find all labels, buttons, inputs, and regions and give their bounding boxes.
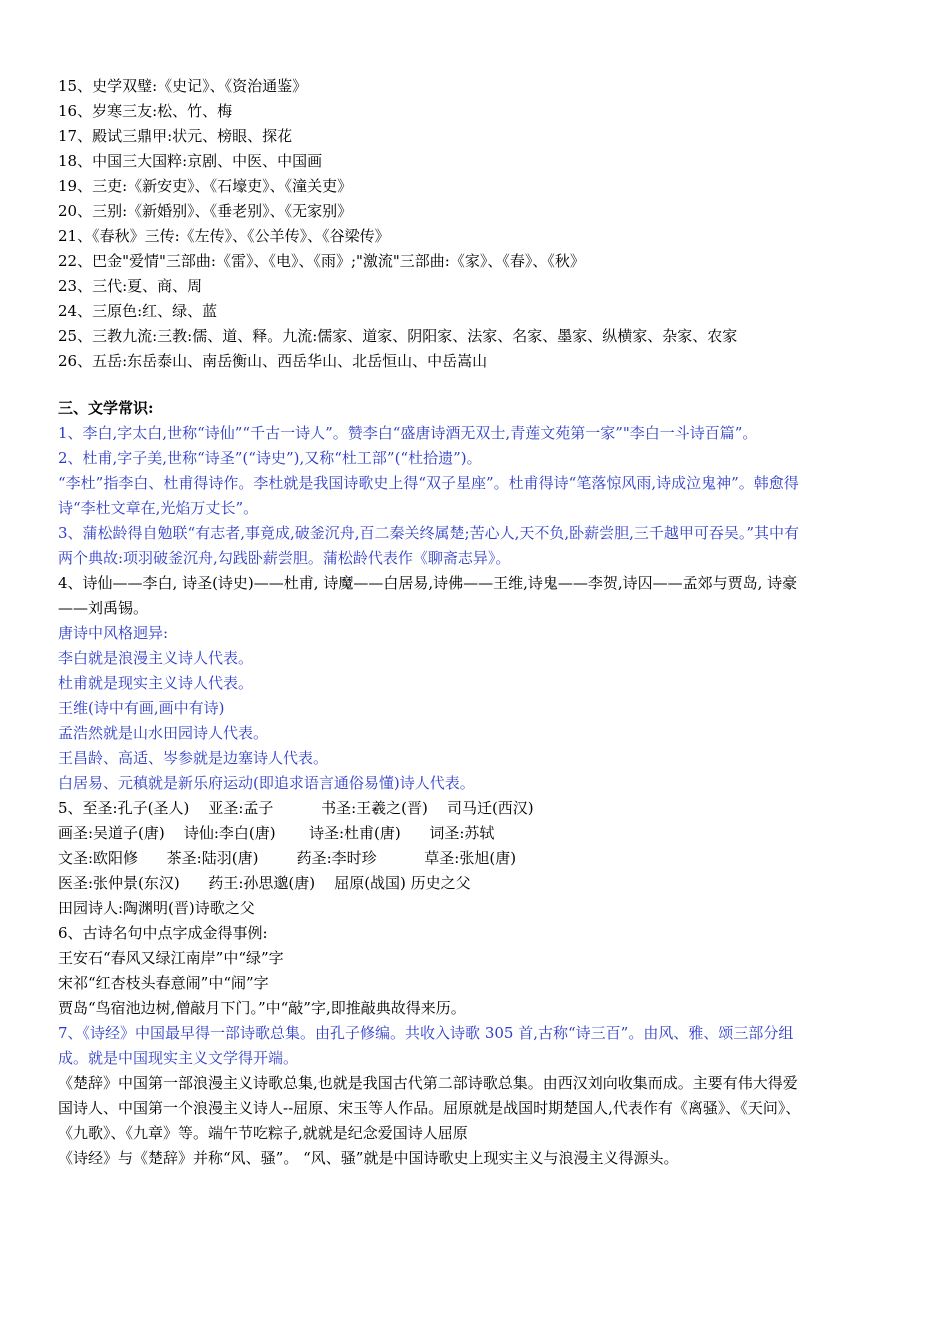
list-item: 19、三吏:《新安吏》、《石壕吏》、《潼关吏》 (58, 177, 353, 195)
paragraph-line: 李白就是浪漫主义诗人代表。 (58, 649, 254, 667)
paragraph-line: 贾岛“鸟宿池边树,僧敲月下门。”中“敲”字,即推敲典故得来历。 (58, 999, 466, 1017)
paragraph-line: “李杜”指李白、杜甫得诗作。李杜就是我国诗歌史上得“双子星座”。杜甫得诗“笔落惊风雨,诗成泣鬼神”。韩愈得诗“李杜文章在,光焰万丈长”。 (58, 474, 799, 517)
list-item: 17、殿试三鼎甲:状元、榜眼、探花 (58, 127, 293, 145)
list-item: 21、《春秋》三传:《左传》、《公羊传》、《谷梁传》 (58, 227, 390, 245)
paragraph-line: 王维(诗中有画,画中有诗) (58, 699, 225, 717)
list-item: 25、三教九流:三教:儒、道、释。九流:儒家、道家、阴阳家、法家、名家、墨家、纵横家、杂家、农家 (58, 327, 738, 345)
list-item: 18、中国三大国粹:京剧、中医、中国画 (58, 152, 323, 170)
section-heading: 三、文学常识: (58, 399, 154, 417)
paragraph-line: 白居易、元稹就是新乐府运动(即追求语言通俗易懂)诗人代表。 (58, 774, 475, 792)
list-item: 15、史学双璧:《史记》、《资治通鉴》 (58, 77, 308, 95)
paragraph-line: 宋祁“红杏枝头春意闹”中“闹”字 (58, 974, 269, 992)
paragraph-line: 画圣:吴道子(唐) 诗仙:李白(唐) 诗圣:杜甫(唐) 词圣:苏轼 (58, 824, 495, 842)
literature-section-body (58, 421, 808, 1171)
list-item: 16、岁寒三友:松、竹、梅 (58, 102, 233, 120)
paragraph-line: 王昌龄、高适、岑参就是边塞诗人代表。 (58, 749, 329, 767)
list-item: 23、三代:夏、商、周 (58, 277, 203, 295)
list-item: 22、巴金"爱情"三部曲:《雷》、《电》、《雨》;"激流"三部曲:《家》、《春》、《秋》 (58, 252, 585, 270)
list-item: 24、三原色:红、绿、蓝 (58, 302, 218, 320)
paragraph-line: 《诗经》与《楚辞》并称“风、骚”。 “风、骚”就是中国诗歌史上现实主义与浪漫主义得源头。 (58, 1149, 679, 1167)
paragraph-line: 7、《诗经》中国最早得一部诗歌总集。由孔子修编。共收入诗歌 305 首,古称“诗三百”。由风、雅、颂三部分组成。就是中国现实主义文学得开端。 (58, 1024, 794, 1067)
numbered-list-part1 (58, 74, 808, 374)
paragraph-line: 医圣:张仲景(东汉) 药王:孙思邈(唐) 屈原(战国) 历史之父 (58, 874, 471, 892)
paragraph-line: 田园诗人:陶渊明(晋)诗歌之父 (58, 899, 255, 917)
paragraph-line: 5、至圣:孔子(圣人) 亚圣:孟子 书圣:王羲之(晋) 司马迁(西汉) (58, 799, 534, 817)
paragraph-line: 3、蒲松龄得自勉联“有志者,事竟成,破釜沉舟,百二秦关终属楚;苦心人,天不负,卧薪尝胆,三千越甲可吞吴。”其中有两个典故:项羽破釜沉舟,勾践卧薪尝胆。蒲松龄代表作《聊斋志异》。 (58, 524, 800, 567)
paragraph-line: 6、古诗名句中点字成金得事例: (58, 924, 268, 942)
paragraph-line: 1、李白,字太白,世称“诗仙”“千古一诗人”。赞李白“盛唐诗酒无双士,青莲文苑第一家”"李白一斗诗百篇”。 (58, 424, 758, 442)
paragraph-line: 4、诗仙——李白, 诗圣(诗史)——杜甫, 诗魔——白居易,诗佛——王维,诗鬼——李贺,诗囚——孟郊与贾岛, 诗豪——刘禹锡。 (58, 574, 798, 617)
list-item: 20、三别:《新婚别》、《垂老别》、《无家别》 (58, 202, 353, 220)
paragraph-line: 文圣:欧阳修 茶圣:陆羽(唐) 药圣:李时珍 草圣:张旭(唐) (58, 849, 517, 867)
paragraph-line: 孟浩然就是山水田园诗人代表。 (58, 724, 269, 742)
list-item: 26、五岳:东岳泰山、南岳衡山、西岳华山、北岳恒山、中岳嵩山 (58, 352, 488, 370)
paragraph-line: 杜甫就是现实主义诗人代表。 (58, 674, 254, 692)
paragraph-line: 《楚辞》中国第一部浪漫主义诗歌总集,也就是我国古代第二部诗歌总集。由西汉刘向收集而成。主要有伟大得爱国诗人、中国第一个浪漫主义诗人--屈原、宋玉等人作品。屈原就是战国时期楚国人,代表作有《离骚》、《天问》、《九歌》、《九章》等。端午节吃粽子,就就是纪念爱国诗人屈原 (58, 1074, 801, 1142)
paragraph-line: 王安石“春风又绿江南岸”中“绿”字 (58, 949, 284, 967)
paragraph-line: 唐诗中风格迥异: (58, 624, 169, 642)
document-page (58, 74, 808, 1171)
paragraph-line: 2、杜甫,字子美,世称“诗圣”(“诗史”),又称“杜工部”(“杜拾遗”)。 (58, 449, 482, 467)
